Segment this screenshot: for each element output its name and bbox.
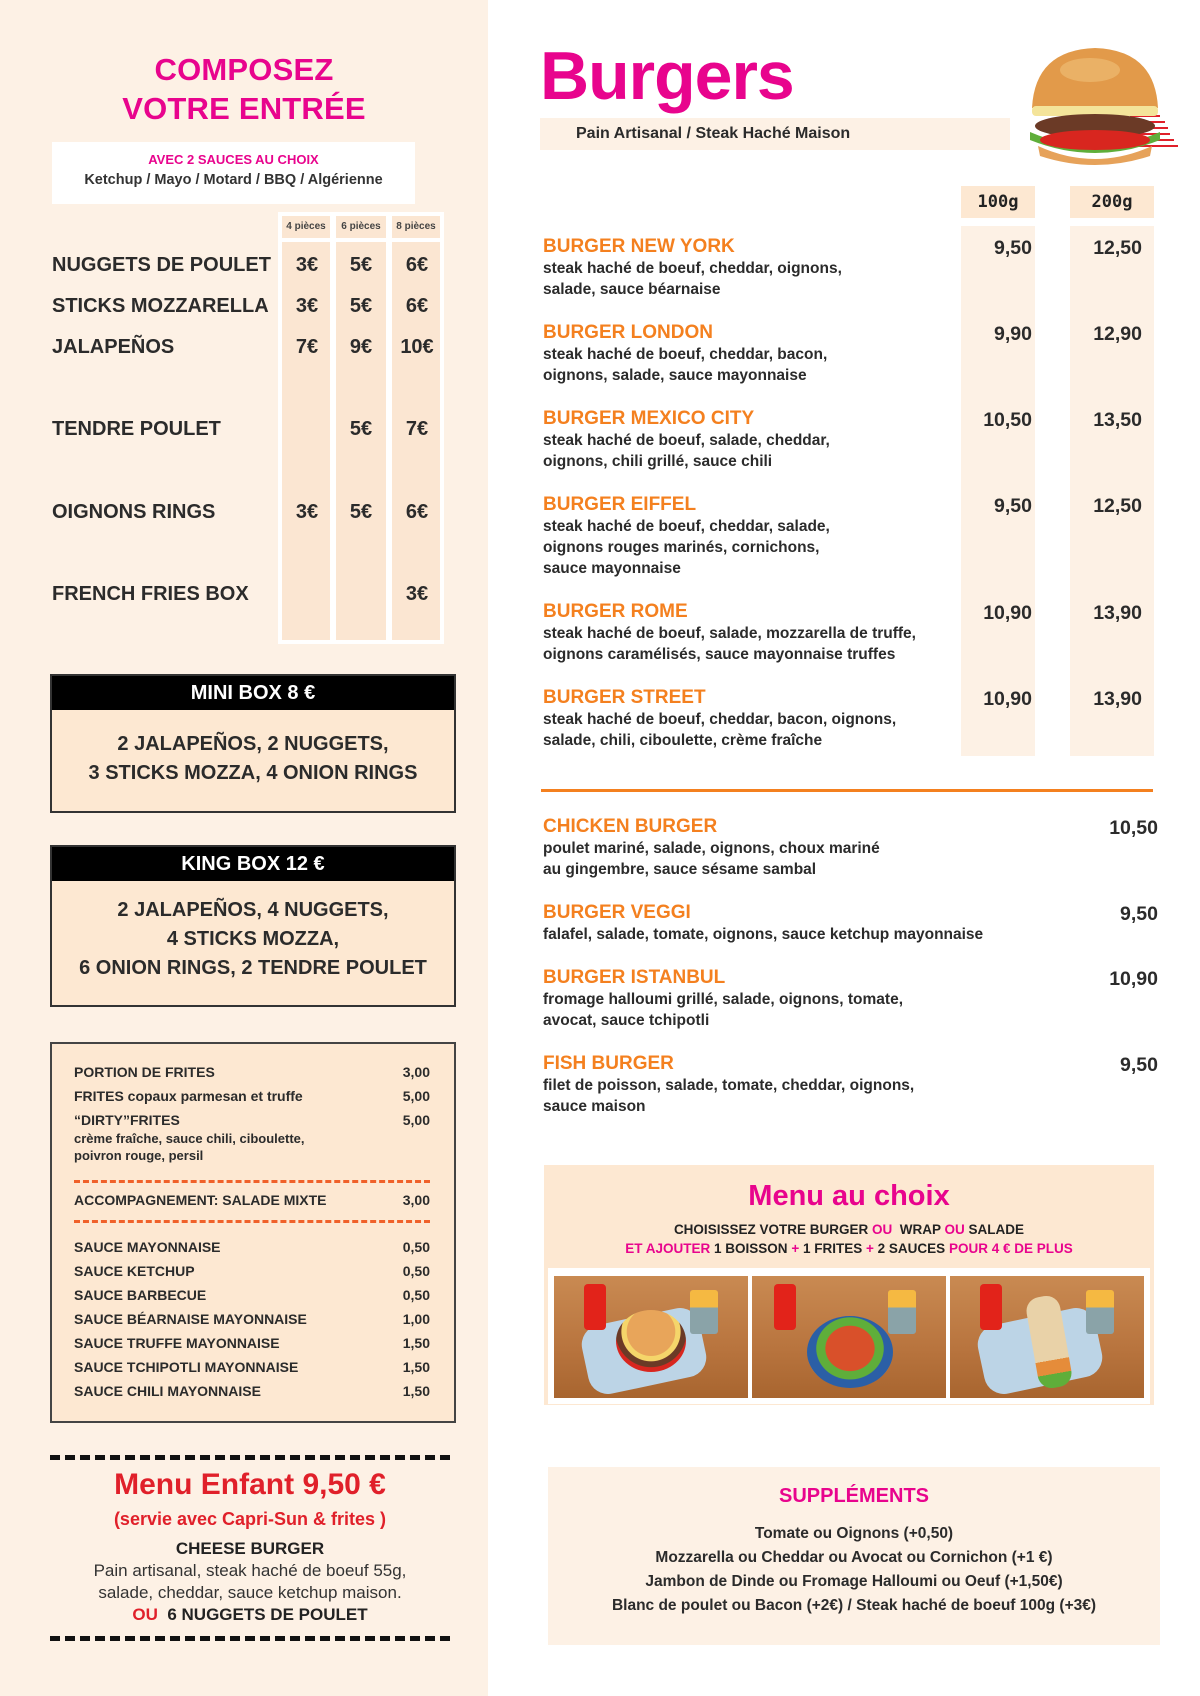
burger-photo-icon: [1010, 40, 1180, 170]
entree-row: [52, 497, 444, 527]
burger-name: BURGER EIFFEL: [543, 494, 697, 515]
sauce-row: SAUCE TCHIPOTLI MAYONNAISE 1,50: [74, 1359, 430, 1375]
wrap-menu-photo-icon: [950, 1276, 1144, 1398]
burger-item: [543, 601, 983, 665]
sauce-row: SAUCE KETCHUP 0,50: [74, 1263, 430, 1279]
price-200g: 13,50: [1093, 409, 1142, 431]
burger-desc: oignons rouges marinés, cornichons,: [543, 539, 820, 556]
size-header-200g: 200g: [1070, 186, 1154, 218]
burger-item: [543, 687, 963, 751]
sauce-row: SAUCE BARBECUE 0,50: [74, 1287, 430, 1303]
price-4: 3€: [295, 501, 319, 523]
price-6: 5€: [349, 418, 373, 440]
price-4: 3€: [295, 254, 319, 276]
burger-name: BURGER NEW YORK: [543, 236, 735, 257]
burger-desc: steak haché de boeuf, cheddar, bacon, oignons,: [543, 711, 897, 728]
side-row: PORTION DE FRITES 3,00: [74, 1064, 430, 1080]
mini-box: [50, 674, 456, 813]
burger-desc: oignons caramélisés, sauce mayonnaise truffes: [543, 646, 896, 663]
entrees-title-line-2: VOTRE ENTRÉE: [122, 91, 366, 126]
special-price: 10,90: [1109, 968, 1158, 990]
entrees-title: [0, 50, 488, 128]
supplement-line: Jambon de Dinde ou Fromage Halloumi ou Oeuf (+1,50€): [645, 1573, 1063, 1590]
price-200g: 12,50: [1093, 237, 1142, 259]
price-8: 6€: [405, 254, 429, 276]
special-price: 10,50: [1109, 817, 1158, 839]
burger-desc: falafel, salade, tomate, oignons, sauce ketchup mayonnaise: [543, 926, 984, 943]
burger-name: BURGER VEGGI: [543, 902, 691, 923]
burger-name: BURGER LONDON: [543, 322, 713, 343]
sauce-row: SAUCE MAYONNAISE 0,50: [74, 1239, 430, 1255]
price-200g: 13,90: [1093, 688, 1142, 710]
size-header-100g: 100g: [961, 186, 1035, 218]
burger-desc: steak haché de boeuf, cheddar, oignons,: [543, 260, 842, 277]
entree-row: [52, 250, 444, 280]
dashed-divider: [74, 1220, 430, 1223]
price-column-200g: [1070, 226, 1154, 756]
burger-desc: steak haché de boeuf, salade, cheddar,: [543, 432, 830, 449]
king-box: [50, 845, 456, 1007]
price-200g: 12,50: [1093, 495, 1142, 517]
burger-desc: sauce mayonnaise: [543, 560, 681, 577]
column-header-4-pieces: 4 pièces: [282, 216, 330, 238]
price-8: 6€: [405, 295, 429, 317]
price-200g: 13,90: [1093, 602, 1142, 624]
mini-box-line: 2 JALAPEÑOS, 2 NUGGETS,: [117, 733, 389, 755]
burger-desc: salade, sauce béarnaise: [543, 281, 721, 298]
entree-name: STICKS MOZZARELLA: [52, 295, 269, 317]
menu-enfant-item: CHEESE BURGER: [175, 1539, 325, 1558]
price-8: 3€: [405, 583, 429, 605]
burgers-subtitle: Pain Artisanal / Steak Haché Maison: [576, 125, 851, 142]
menu-enfant-subtitle: (servie avec Capri-Sun & frites ): [113, 1509, 387, 1529]
entree-row: [52, 291, 444, 321]
price-8: 10€: [400, 336, 434, 358]
special-burger-item: [543, 1053, 1143, 1117]
burger-name: CHICKEN BURGER: [543, 816, 718, 837]
mini-box-title: MINI BOX 8 €: [52, 676, 454, 710]
burger-name: BURGER ROME: [543, 601, 688, 622]
burger-desc: fromage halloumi grillé, salade, oignons, tomate,: [543, 991, 904, 1008]
special-burger-item: [543, 816, 1143, 880]
burger-desc: oignons, chili grillé, sauce chili: [543, 453, 773, 470]
burger-desc: steak haché de boeuf, cheddar, bacon,: [543, 346, 828, 363]
price-100g: 9,50: [994, 237, 1032, 259]
price-6: 9€: [349, 336, 373, 358]
entree-row: [52, 414, 444, 444]
sauce-choice-box: [52, 142, 415, 204]
burger-desc: avocat, sauce tchipotli: [543, 1012, 710, 1029]
side-row: FRITES copaux parmesan et truffe 5,00: [74, 1088, 430, 1104]
menu-choix-photos: [548, 1268, 1150, 1404]
burger-name: BURGER MEXICO CITY: [543, 408, 755, 429]
menu-choix-line-1: CHOISISSEZ VOTRE BURGER OU WRAP OU SALADE: [673, 1222, 1025, 1237]
orange-divider: [541, 789, 1153, 792]
burger-desc: filet de poisson, salade, tomate, cheddar, oignons,: [543, 1077, 915, 1094]
supplement-line: Tomate ou Oignons (+0,50): [754, 1525, 954, 1542]
menu-choix-line-2: ET AJOUTER 1 BOISSON + 1 FRITES + 2 SAUCES POUR 4 € DE PLUS: [625, 1241, 1073, 1256]
burger-item: [543, 322, 963, 386]
burger-desc: sauce maison: [543, 1098, 646, 1115]
sides-box: [50, 1042, 456, 1423]
king-box-title: KING BOX 12 €: [52, 847, 454, 881]
price-100g: 10,90: [983, 688, 1032, 710]
burger-item: [543, 408, 963, 472]
special-burger-item: [543, 902, 1143, 945]
burgers-subtitle-bar: [540, 118, 1010, 150]
price-100g: 10,90: [983, 602, 1032, 624]
burger-desc: oignons, salade, sauce mayonnaise: [543, 367, 807, 384]
special-burger-item: [543, 967, 1143, 1031]
burger-item: [543, 236, 963, 300]
burger-desc: poulet mariné, salade, oignons, choux mariné: [543, 840, 880, 857]
special-price: 9,50: [1120, 1054, 1158, 1076]
burger-name: FISH BURGER: [543, 1053, 674, 1074]
price-6: 5€: [349, 295, 373, 317]
king-box-line: 2 JALAPEÑOS, 4 NUGGETS,: [117, 899, 389, 921]
entree-row: [52, 579, 444, 609]
price-100g: 10,50: [983, 409, 1032, 431]
burger-desc: salade, chili, ciboulette, crème fraîche: [543, 732, 823, 749]
mini-box-line: 3 STICKS MOZZA, 4 ONION RINGS: [88, 762, 418, 784]
burgers-title: Burgers: [540, 38, 794, 114]
price-200g: 12,90: [1093, 323, 1142, 345]
price-100g: 9,90: [994, 323, 1032, 345]
dashed-divider-top: [50, 1455, 450, 1460]
supplements-title: SUPPLÉMENTS: [778, 1485, 930, 1507]
burger-menu-photo-icon: [554, 1276, 748, 1398]
entree-name: JALAPEÑOS: [52, 336, 175, 358]
price-4: 7€: [295, 336, 319, 358]
price-8: 6€: [405, 501, 429, 523]
entree-name: TENDRE POULET: [52, 418, 221, 440]
sauce-row: SAUCE BÉARNAISE MAYONNAISE 1,00: [74, 1311, 430, 1327]
price-8: 7€: [405, 418, 429, 440]
price-column-100g: [961, 226, 1035, 756]
entree-name: NUGGETS DE POULET: [52, 254, 271, 276]
dirty-frites-desc: poivron rouge, persil: [74, 1148, 204, 1163]
column-header-6-pieces: 6 pièces: [336, 216, 386, 238]
sauce-row: SAUCE TRUFFE MAYONNAISE 1,50: [74, 1335, 430, 1351]
king-box-line: 4 STICKS MOZZA,: [166, 928, 340, 950]
entree-row: [52, 332, 444, 362]
price-6: 5€: [349, 254, 373, 276]
salad-menu-photo-icon: [752, 1276, 946, 1398]
supplement-line: Blanc de poulet ou Bacon (+2€) / Steak haché de boeuf 100g (+3€): [611, 1597, 1097, 1614]
price-6: 5€: [349, 501, 373, 523]
burger-desc: au gingembre, sauce sésame sambal: [543, 861, 817, 878]
column-header-8-pieces: 8 pièces: [392, 216, 440, 238]
menu-enfant-desc: salade, cheddar, sauce ketchup maison.: [98, 1583, 402, 1602]
entree-name: FRENCH FRIES BOX: [52, 583, 249, 605]
king-box-line: 6 ONION RINGS, 2 TENDRE POULET: [79, 957, 427, 979]
special-price: 9,50: [1120, 903, 1158, 925]
dashed-divider-bottom: [50, 1636, 450, 1641]
sauce-list: Ketchup / Mayo / Motard / BBQ / Algérienne: [84, 172, 383, 188]
sauce-note: AVEC 2 SAUCES AU CHOIX: [148, 152, 319, 167]
side-row: “DIRTY”FRITES 5,00: [74, 1112, 430, 1128]
dashed-divider: [74, 1180, 430, 1183]
burger-name: BURGER ISTANBUL: [543, 967, 726, 988]
burger-desc: steak haché de boeuf, salade, mozzarella de truffe,: [543, 625, 916, 642]
menu-choix-title: Menu au choix: [748, 1180, 950, 1212]
price-100g: 9,50: [994, 495, 1032, 517]
menu-enfant-title: Menu Enfant 9,50 €: [114, 1468, 386, 1501]
entrees-title-line-1: COMPOSEZ: [154, 52, 334, 87]
menu-enfant-desc: Pain artisanal, steak haché de boeuf 55g,: [93, 1561, 407, 1580]
supplement-line: Mozzarella ou Cheddar ou Avocat ou Cornichon (+1 €): [655, 1549, 1053, 1566]
burger-name: BURGER STREET: [543, 687, 706, 708]
dirty-frites-desc: crème fraîche, sauce chili, ciboulette,: [74, 1131, 305, 1146]
price-4: 3€: [295, 295, 319, 317]
sauce-row: SAUCE CHILI MAYONNAISE 1,50: [74, 1383, 430, 1399]
menu-enfant-alt: OU 6 NUGGETS DE POULET: [132, 1605, 368, 1624]
entree-name: OIGNONS RINGS: [52, 501, 216, 523]
burger-desc: steak haché de boeuf, cheddar, salade,: [543, 518, 830, 535]
side-row: ACCOMPAGNEMENT: SALADE MIXTE 3,00: [74, 1192, 430, 1208]
burger-item: [543, 494, 963, 579]
